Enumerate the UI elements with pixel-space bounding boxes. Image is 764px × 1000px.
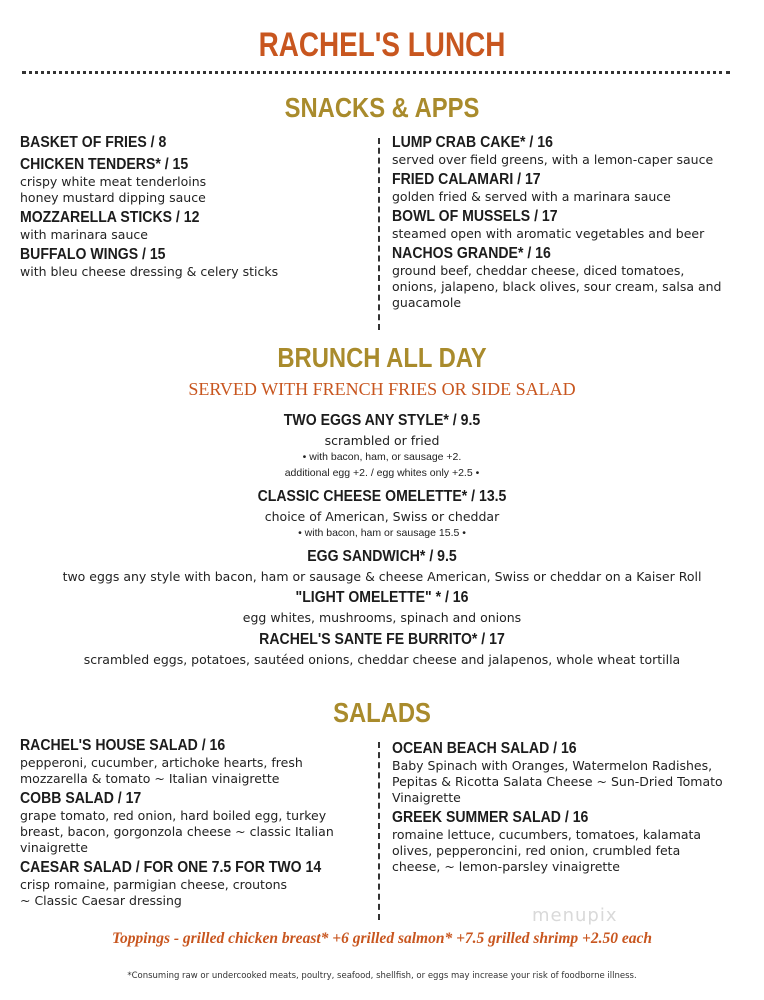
section-heading-salads: SALADS — [333, 697, 431, 728]
item-desc: two eggs any style with bacon, ham or sausage & cheese American, Swiss or cheddar on a Kaiser Roll — [62, 569, 702, 584]
menu-item — [20, 737, 370, 787]
item-desc: Vinaigrette — [392, 790, 461, 805]
watermark: menupix — [532, 905, 618, 926]
menu-item — [392, 171, 742, 205]
item-desc: scrambled or fried — [324, 433, 440, 448]
item-name: BUFFALO WINGS / 15 — [20, 246, 166, 263]
menu-item — [392, 740, 742, 806]
menu-item — [20, 859, 370, 909]
snacks-right-column — [392, 134, 742, 311]
item-desc: grape tomato, red onion, hard boiled egg, turkey — [20, 808, 327, 823]
item-desc: ground beef, cheddar cheese, diced tomatoes, — [392, 263, 685, 278]
disclaimer: *Consuming raw or undercooked meats, poultry, seafood, shellfish, or eggs may increase your risk of foodborne illness. — [127, 971, 637, 981]
item-desc: with bleu cheese dressing & celery sticks — [20, 264, 279, 279]
item-note: additional egg +2. / egg whites only +2.5 • — [284, 467, 480, 479]
item-desc: crisp romaine, parmigian cheese, croutons — [20, 877, 288, 892]
item-desc: crispy white meat tenderloins — [20, 174, 207, 189]
menu-item — [20, 790, 370, 856]
item-note: • with bacon, ham or sausage 15.5 • — [298, 527, 466, 539]
item-desc: choice of American, Swiss or cheddar — [264, 509, 500, 524]
item-desc: mozzarella & tomato ~ Italian vinaigrette — [20, 771, 280, 786]
menu-item — [392, 208, 742, 242]
toppings-line: Toppings - grilled chicken breast* +6 grilled salmon* +7.5 grilled shrimp +2.50 each — [111, 930, 653, 947]
snacks-left-column — [20, 134, 370, 280]
item-name: MOZZARELLA STICKS / 12 — [20, 209, 200, 226]
item-name: "LIGHT OMELETTE" * / 16 — [295, 589, 469, 606]
menu-item — [20, 246, 370, 280]
salads-left-column — [20, 737, 370, 909]
section-heading-snacks: SNACKS & APPS — [284, 92, 480, 123]
menu-item — [20, 134, 370, 152]
item-desc: with marinara sauce — [20, 227, 148, 242]
item-desc: Pepitas & Ricotta Salata Cheese ~ Sun-Dried Tomato — [392, 774, 723, 789]
item-name: CAESAR SALAD / FOR ONE 7.5 FOR TWO 14 — [20, 859, 322, 876]
item-name: BOWL OF MUSSELS / 17 — [392, 208, 558, 225]
item-name: NACHOS GRANDE* / 16 — [392, 245, 551, 262]
item-desc: vinaigrette — [20, 840, 88, 855]
column-divider — [378, 138, 380, 330]
salads-right-column — [392, 740, 742, 875]
item-name: RACHEL'S HOUSE SALAD / 16 — [20, 737, 226, 754]
menu-title: RACHEL'S LUNCH — [258, 26, 506, 64]
item-name: BASKET OF FRIES / 8 — [20, 134, 167, 151]
section-heading-brunch: BRUNCH ALL DAY — [277, 342, 487, 373]
item-desc: onions, jalapeno, black olives, sour cream, salsa and — [392, 279, 722, 294]
item-name: GREEK SUMMER SALAD / 16 — [392, 809, 589, 826]
brunch-subheading: SERVED WITH FRENCH FRIES OR SIDE SALAD — [188, 379, 576, 399]
item-desc: romaine lettuce, cucumbers, tomatoes, kalamata — [392, 827, 702, 842]
item-desc: scrambled eggs, potatoes, sautéed onions, cheddar cheese and jalapenos, whole wheat tortilla — [83, 652, 681, 667]
menu-item — [392, 245, 742, 311]
item-name: LUMP CRAB CAKE* / 16 — [392, 134, 553, 151]
item-name: FRIED CALAMARI / 17 — [392, 171, 541, 188]
menu-item — [20, 209, 370, 243]
item-name: TWO EGGS ANY STYLE* / 9.5 — [283, 412, 481, 429]
item-desc: ~ Classic Caesar dressing — [20, 893, 182, 908]
item-desc: Baby Spinach with Oranges, Watermelon Radishes, — [392, 758, 713, 773]
dotted-divider — [22, 71, 730, 74]
item-name: RACHEL'S SANTE FE BURRITO* / 17 — [259, 631, 505, 648]
item-desc: cheese, ~ lemon-parsley vinaigrette — [392, 859, 620, 874]
item-desc: steamed open with aromatic vegetables and beer — [392, 226, 705, 241]
item-name: CLASSIC CHEESE OMELETTE* / 13.5 — [257, 488, 507, 505]
item-name: COBB SALAD / 17 — [20, 790, 142, 807]
menu-item — [392, 809, 742, 875]
item-desc: honey mustard dipping sauce — [20, 190, 206, 205]
item-desc: pepperoni, cucumber, artichoke hearts, fresh — [20, 755, 303, 770]
item-name: OCEAN BEACH SALAD / 16 — [392, 740, 577, 757]
menu-item — [20, 156, 370, 206]
item-desc: breast, bacon, gorgonzola cheese ~ classic Italian — [20, 824, 334, 839]
item-note: • with bacon, ham, or sausage +2. — [302, 451, 462, 463]
item-desc: golden fried & served with a marinara sauce — [392, 189, 671, 204]
item-desc: guacamole — [392, 295, 462, 310]
item-name: CHICKEN TENDERS* / 15 — [20, 156, 189, 173]
item-desc: olives, pepperoncini, red onion, crumbled feta — [392, 843, 681, 858]
menu-item — [392, 134, 742, 168]
item-desc: egg whites, mushrooms, spinach and onions — [242, 610, 522, 625]
item-name: EGG SANDWICH* / 9.5 — [307, 548, 457, 565]
item-desc: served over field greens, with a lemon-caper sauce — [392, 152, 714, 167]
column-divider — [378, 742, 380, 920]
